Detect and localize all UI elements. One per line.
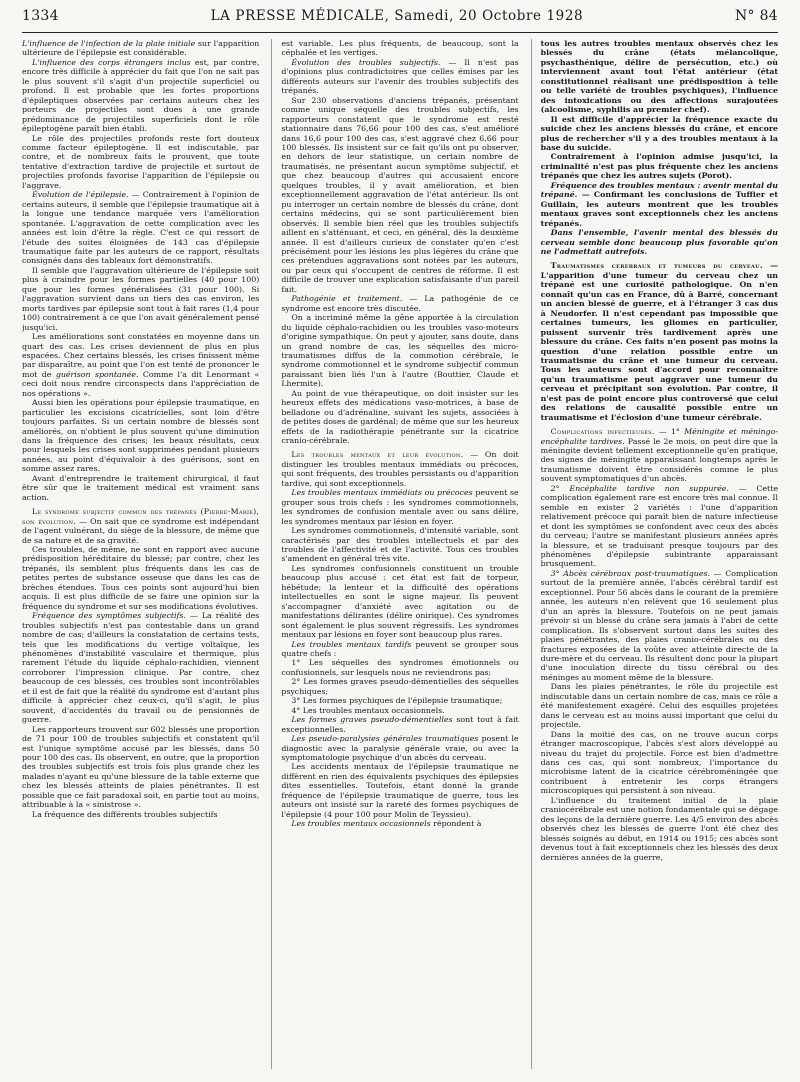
paragraph-text: Dans la moitié des cas, on ne trouve aucun corps étranger macroscopique, l'abcès s'est alors développé au niveau du trajet du projectile. Force est bien d'admettre dans ces cas, qui sont nombreux, l'importance du microbisme latent de la cicatrice cérébroméningée que contribuent à entretenir les corps étrangers microscopiques qui persistent à son niveau. bbox=[540, 729, 778, 796]
paragraph-lead: Fréquence des symptômes subjectifs. bbox=[32, 611, 186, 621]
paragraph-lead: Les troubles mentaux et leur évolution. bbox=[291, 450, 464, 460]
paragraph-text: — Confirmant les conclusions de Tuffier et Guillain, les auteurs montrent que les troubles mentaux graves sont exceptionnels chez les anciens trépanés. bbox=[540, 190, 778, 228]
paragraph bbox=[541, 261, 778, 422]
paragraph bbox=[281, 640, 518, 659]
paragraph-text: Les syndromes commotionnels, d'intensité variable, sont caractérisés par des troubles intellectuels et par des troubles de l'affectivité et de l'activité. Tous ces troubles s'amendent en général très vite. bbox=[281, 526, 519, 564]
paragraph-text: — Il n'est pas d'opinions plus contradictoires que celles émises par les différents auteurs sur l'avenir des troubles subjectifs des trépanés. bbox=[281, 57, 519, 96]
paragraph-lead: Le syndrome subjectif commun des trépanés (Pierre-Marie), son évolution. bbox=[22, 507, 260, 526]
paragraph-text: Les accidents mentaux de l'épilepsie traumatique ne diffèrent en rien des équivalents psychiques des épilepsies dites essentielles. Toutefois, étant donné la grande fréquence de l'épilepsie traumatique de guerre, tous les auteurs ont insisté sur la rareté des formes psychiques de l'épilepsie (4 pour 100 pour Molin de Teyssieu). bbox=[281, 762, 519, 819]
paragraph bbox=[22, 134, 259, 191]
text-columns bbox=[22, 39, 778, 1069]
paragraph-text: — 1° bbox=[654, 427, 685, 437]
paragraph bbox=[541, 39, 778, 115]
paragraph bbox=[281, 313, 518, 389]
paragraph-text: 2° Les formes graves pseudo-démentielles des séquelles psychiques; bbox=[281, 677, 519, 696]
page-header bbox=[22, 8, 778, 28]
paragraph-lead: Les formes graves pseudo-démentielles bbox=[291, 715, 453, 725]
paragraph-text: est variable. Les plus fréquents, de beaucoup, sont la céphalée et les vertiges. bbox=[281, 39, 519, 58]
paragraph-text: — La réalité des troubles subjectifs n'est pas contestable dans un grand nombre de cas; d'ailleurs la constatation de certains tests, tels que les modifications du vertige voltaïque, les phénomènes d'instabilité vasculaire et thermique, plus rarement l'étude du liquide céphalo-rachidien, viennent corroborer l'impression clinique. Par contre, chez beaucoup de ces blessés, ces troubles sont incontrôlables et il est de fait que la réalité du syndrome est d'autant plus difficile à apprécier chez ceux-ci, qu'il s'agit, le plus souvent, d'accidentés du travail ou de pensionnés de guerre. bbox=[22, 611, 260, 725]
paragraph bbox=[281, 389, 518, 446]
paragraph-lead: Évolution des troubles subjectifs. bbox=[291, 57, 441, 67]
paragraph bbox=[281, 58, 518, 96]
paragraph bbox=[281, 658, 518, 677]
paragraph-text: peuvent se grouper sous trois chefs : les syndromes commotionnels, les syndromes de confusion mentale avec ou sans délire, les syndromes mentaux par lésion en foyer. bbox=[281, 488, 519, 526]
journal-title-date: LA PRESSE MÉDICALE, Samedi, 20 Octobre 1928 bbox=[210, 8, 584, 24]
paragraph bbox=[22, 190, 259, 266]
column-1 bbox=[22, 39, 259, 1069]
paragraph-lead: Fréquence des troubles mentaux : avenir mental du trépané. bbox=[540, 180, 778, 200]
paragraph bbox=[541, 730, 778, 796]
paragraph bbox=[281, 677, 518, 696]
paragraph-text: La fréquence des différents troubles subjectifs bbox=[32, 809, 218, 819]
column-3 bbox=[531, 39, 778, 1069]
paragraph-lead: Traumatismes cérébraux et tumeurs du cerveau. bbox=[550, 261, 763, 271]
paragraph bbox=[541, 152, 778, 180]
paragraph-text: Au point de vue thérapeutique, on doit insister sur les heureux effets des médications vaso-motrices, à base de belladone ou d'adrénaline, suivant les sujets, associées à de petites doses de gardénal; de même que sur les heureux effets de la radiothérapie pénétrante sur la cicatrice cranio-cérébrale. bbox=[281, 388, 519, 446]
paragraph bbox=[281, 96, 518, 295]
paragraph-text: — Cette complication également rare est encore très mal connue. Il semble en exister 2 variétés : l'une d'apparition relativement précoce qui paraît bien de nature infectieuse et dont les symptômes se confondent avec ceux des abcès du cerveau; l'autre se manifestant plusieurs années après la blessure, et se traduisant presque toujours par des phénomènes d'épilepsie subintrante apparaissant brusquement. bbox=[540, 483, 778, 569]
paragraph bbox=[281, 564, 518, 640]
paragraph-text: — Complication surtout de la première année, l'abcès cérébral tardif est exceptionnel. Pour 56 abcès dans le courant de la première année, les auteurs n'en relèvent que 16 seulement plus d'un an après la blessure. Toutefois on ne peut jamais prévoir si un blessé du crâne sera jamais à l'abri de cette complication. Ils s'observent surtout dans les suites des plaies pénétrantes, des plaies cranio-cérébrales ou des fractures exposées de la voûte avec atteinte directe de la dure-mère et du cerveau. Ils résultent donc pour la plupart d'une inoculation directe du tissu cérébral ou des méninges au moment même de la blessure. bbox=[540, 568, 778, 682]
paragraph bbox=[541, 228, 778, 256]
paragraph bbox=[22, 611, 259, 724]
paragraph bbox=[22, 266, 259, 332]
paragraph-text: — On sait que ce syndrome est indépendant de l'agent vulnérant, du siège de la blessure, de même que de sa nature et de sa gravité. bbox=[22, 516, 260, 545]
paragraph-text: Il semble que l'aggravation ultérieure de l'épilepsie soit plus à craindre pour les formes partielles (40 pour 100) que pour les formes généralisées (31 pour 100). Si l'aggravation survient dans un tiers des cas environ, les morts tardives par épilepsie sont tout à fait rares (1,4 pour 100) contrairement à ce que l'on avait généralement pensé jusqu'ici. bbox=[22, 265, 260, 332]
paragraph-text: On a incriminé même la gêne apportée à la circulation du liquide céphalo-rachidien ou les troubles vaso-moteurs d'origine sympathique. On peut y ajouter, sans doute, dans un grand nombre de cas, les séquelles des micro-traumatismes diffus de la commotion cérébrale, le syndrome commotionnel et le syndrome subjectif commun paraissant bien liés l'un à l'autre (Bouttier, Claude et Lhermite). bbox=[281, 313, 519, 389]
paragraph bbox=[22, 398, 259, 474]
paragraph-lead: Les troubles mentaux occasionnels bbox=[291, 819, 431, 829]
paragraph-lead: Complications infectieuses. bbox=[550, 427, 655, 437]
paragraph-text: — L'apparition d'une tumeur du cerveau chez un trépané est une curiosité pathologique. On n'en connaît qu'un cas en France, dû à Barré, concernant un ancien blessé de guerre, et à l'étranger 3 cas dus à Neudorfer. Il n'est cependant pas impossible que certaines tumeurs, les gliomes en particulier, puissent survenir très tardivement après une blessure du crâne. Ces faits n'en posent pas moins la question d'une relation possible entre un traumatisme du crâne et une tumeur du cerveau. Tous les auteurs sont d'accord pour reconnaître qu'un traumatisme peut aggraver une tumeur du cerveau et précipitant son évolution. Par contre, il n'est pas de point encore plus controversé que celui des relations de causalité possible entre un traumatisme et l'éclosion d'une tumeur cérébrale. bbox=[540, 261, 778, 422]
paragraph bbox=[281, 715, 518, 734]
paragraph-lead: Évolution de l'épilepsie. bbox=[32, 190, 129, 200]
paragraph bbox=[281, 734, 518, 762]
paragraph-lead: L'influence de l'infection de la plaie initiale bbox=[22, 39, 196, 48]
page-number: 1334 bbox=[22, 8, 59, 24]
paragraph-emphasis: Méningite et méningo-encéphalite tardives. bbox=[540, 427, 778, 446]
paragraph-text: — Contrairement à l'opinion de certains auteurs, il semble que l'épilepsie traumatique ait à la longue une tendance marquée vers l'amélioration spontanée. L'aggravation de cette complication avec les années est loin d'être la règle. C'est ce qui ressort de l'étude des suites éloignées de 143 cas d'épilepsie traumatique faite par les auteurs de ce rapport, résultats consignés dans des tableaux fort démonstratifs. bbox=[22, 190, 260, 266]
paragraph-text: Les rapporteurs trouvent sur 602 blessés une proportion de 71 pour 100 de troubles subjectifs et constatent qu'il est l'unique symptôme accusé par les blessés, dans 50 pour 100 des cas. Ils observent, en outre, que la proportion des troubles subjectifs est trois fois plus grande chez les malades n'ayant eu qu'une blessure de la table externe que chez les blessés atteints de plaies pénétrantes. Il est possible que ce fait paradoxal soit, en partie tout au moins, attribuable à la « sinistrose ». bbox=[22, 724, 260, 810]
paragraph-lead: Dans l'ensemble, l'avenir mental des blessés du cerveau semble donc beaucoup plus favorable qu'on ne l'admettait autrefois. bbox=[540, 228, 778, 256]
paragraph bbox=[22, 474, 259, 502]
paragraph-text: Les améliorations sont constatées en moyenne dans un quart des cas. Les crises deviennent de plus en plus espacées. Chez certains blessés, les crises finissent même par disparaître, au point que l'on est tenté de prononcer le mot de bbox=[22, 332, 260, 379]
paragraph-text: posent le diagnostic avec la paralysie générale vraie, ou avec la symptomatologie psychique d'un abcès du cerveau. bbox=[281, 734, 519, 762]
paragraph-text: sur l'apparition ultérieure de l'épilepsie est considérable. bbox=[22, 39, 260, 58]
paragraph-text-cont: Comme l'a dit Lenormant « ceci doit nous rendre circonspects dans l'appréciation de nos opérations ». bbox=[22, 369, 260, 398]
paragraph-text: est, par contre, encore très difficile à apprécier du fait que l'on ne sait pas le plus souvent s'il s'agit d'un projectile superficiel ou profond. Il est probable que les fortes proportions d'épileptiques observées par certains auteurs chez les porteurs de projectiles sont dues à une grande prédominance de projectiles superficiels dont le rôle épileptogène paraît bien établi. bbox=[22, 57, 260, 134]
paragraph bbox=[541, 181, 778, 228]
paragraph bbox=[541, 427, 778, 484]
paragraph-text: 4° Les troubles mentaux occasionnels. bbox=[291, 705, 445, 715]
paragraph-text: Dans les plaies pénétrantes, le rôle du projectile est indiscutable dans un certain nombre de cas, mais ce rôle a été manifestement exagéré. Celui des esquilles projetées dans le cerveau est au moins aussi important que celui du projectile. bbox=[540, 682, 778, 730]
column-2 bbox=[271, 39, 518, 1069]
paragraph bbox=[541, 796, 778, 862]
paragraph bbox=[541, 115, 778, 153]
paragraph-text: Ces troubles, de même, ne sont en rapport avec aucune prédisposition héréditaire du blessé; par contre, chez les trépanés, ils semblent plus fréquents dans les cas de petites pertes de substance osseuse que dans les cas de brèches étendues. Tous ces points sont aujourd'hui bien acquis. Il est plus difficile de se faire une opinion sur la fréquence du syndrome et sur ses modifications évolutives. bbox=[22, 545, 260, 611]
paragraph bbox=[22, 507, 259, 545]
paragraph bbox=[22, 58, 259, 134]
paragraph bbox=[281, 526, 518, 564]
paragraph bbox=[22, 332, 259, 398]
paragraph-text: — La pathogénie de ce syndrome est encore très discutée. bbox=[281, 294, 519, 313]
paragraph bbox=[541, 484, 778, 569]
paragraph-emphasis: guérison spontanée. bbox=[55, 369, 139, 379]
paragraph-lead: Pathogénie et traitement. bbox=[291, 294, 403, 304]
paragraph-text: Il est difficile d'apprécier la fréquence exacte du suicide chez les anciens blessés du crâne, et encore plus de rechercher s'il y a des troubles mentaux à la base du suicide. bbox=[540, 114, 778, 152]
issue-number: N° 84 bbox=[734, 8, 778, 24]
paragraph-text: — On doit distinguer les troubles mentaux immédiats ou précoces, qui sont fréquents, des troubles persistants ou d'apparition tardive, qui sont exceptionnels. bbox=[281, 450, 519, 488]
paragraph-lead: 2° Encéphalite tardive non suppurée. bbox=[550, 483, 729, 493]
paragraph-text: Aussi bien les opérations pour épilepsie traumatique, en particulier les excisions cicatricielles, sont loin d'être toujours parfaites. Si un certain nombre de blessés sont améliorés, on n'obtient le plus souvent qu'une diminution dans la fréquence des crises; les beaux résultats, ceux pour lesquels les crises sont supprimées pendant plusieurs années, au point d'équivaloir à des guérisons, sont en somme assez rares. bbox=[22, 398, 260, 474]
paragraph-lead: Les troubles mentaux tardifs bbox=[291, 639, 412, 649]
paragraph-text: Contrairement à l'opinion admise jusqu'ici, la criminalité n'est pas plus fréquente chez les anciens trépanés que chez les autres sujets (Porot). bbox=[540, 152, 778, 181]
paragraph bbox=[22, 725, 259, 810]
paragraph-text: Le rôle des projectiles profonds reste fort douteux comme facteur épileptogène. Il est indiscutable, par contre, et de nombreux faits le prouvent, que toute tentative d'extraction tardive de projectile et surtout de projectiles profonds favorise l'apparition de l'épilepsie ou l'aggrave. bbox=[22, 133, 260, 190]
paragraph bbox=[281, 294, 518, 313]
paragraph bbox=[281, 488, 518, 526]
paragraph-lead: Les troubles mentaux immédiats ou précoces bbox=[291, 488, 473, 498]
paragraph bbox=[281, 819, 518, 828]
paragraph-text: sont tout à fait exceptionnelles. bbox=[281, 715, 519, 734]
paragraph bbox=[281, 450, 518, 488]
paragraph-text: Avant d'entreprendre le traitement chirurgical, il faut être sûr que le traitement médical est vraiment sans action. bbox=[22, 473, 260, 502]
paragraph bbox=[22, 39, 259, 58]
paragraph bbox=[541, 682, 778, 729]
paragraph-text: tous les autres troubles mentaux observés chez les blessés du crâne (états mélancolique, psychasthénique, délire de persécution, etc.) où interviennent avant tout l'état antérieur (état constitutionnel réalisant une prédisposition à telle ou telle variété de troubles psychiques), l'influence des intoxications ou des affections surajoutées (alcoolisme, syphilis au premier chef). bbox=[540, 39, 778, 115]
header-rule bbox=[22, 32, 778, 33]
paragraph-text: Les syndromes confusionnels constituent un trouble beaucoup plus accusé : cet état est fait de torpeur, hébétude; la lenteur et la difficulté des opérations intellectuelles en sont le signe majeur. Ils peuvent s'accompagner d'anxiété avec agitation ou de manifestations délirantes (délire onirique). Ces syndromes sont également le plus souvent régressifs. Les syndromes mentaux par lésions en foyer sont beaucoup plus rares. bbox=[281, 563, 519, 640]
paragraph bbox=[541, 569, 778, 682]
paragraph-lead: Les pseudo-paralysies générales traumatiques bbox=[291, 734, 479, 744]
paragraph-text: L'influence du traitement initial de la plaie craniocérébrale est une notion fondamentale qui se dégage des leçons de la dernière guerre. Les 4/5 environ des abcès observés chez les blessés de guerre l'ont été chez des blessés soignés au début, en 1914 ou 1915; ces abcès sont devenus tout à fait exceptionnels chez les blessés des deux dernières années de la guerre, bbox=[540, 795, 778, 862]
paragraph-text: Sur 230 observations d'anciens trépanés, présentant comme unique séquelle des troubles subjectifs, les rapporteurs constatent que le syndrome est resté stationnaire dans 76,66 pour 100 des cas, s'est amélioré dans 16,6 pour 100 des cas, s'est aggravé chez 6,66 pour 100 blessés. Ils insistent sur ce fait qu'ils ont pu observer, en dehors de leur statistique, un certain nombre de traumatisés, ne présentant aucun symptôme subjectif, et que chez beaucoup d'autres qui accusaient encore quelques troubles, il y avait amélioration, et bien exceptionnellement aggravation de l'état antérieur. Ils ont pu interroger un certain nombre de blessés du crâne, dont certains médecins, qui se sont particulièrement bien observés. Il semble bien réel que les troubles subjectifs aillent en s'atténuant, et ceci, en général, dès la deuxième année. Il est d'ailleurs curieux de constater qu'en c'est précisément pour les lésions les plus légères du crâne que ces prétendues aggravations sont notées par les auteurs, ou par ceux qui s'occupent de centres de réforme. Il est difficile de trouver une explication satisfaisante d'un pareil fait. bbox=[281, 95, 519, 294]
paragraph bbox=[281, 39, 518, 58]
paragraph-text-cont: Passé le 2e mois, on peut dire que la méningite devient tellement exceptionnelle qu'en pratique, des signes de méningite apparaissant longtemps après le traumatisme doivent être considérés comme le plus souvent symptomatiques d'un abcès. bbox=[540, 436, 778, 484]
paragraph-text: 1° Les séquelles des syndromes émotionnels ou confusionnels, sur lesquels nous ne reviendrons pas; bbox=[281, 658, 519, 677]
paragraph-lead: 3° Abcès cérébraux post-traumatiques. bbox=[550, 568, 710, 578]
paragraph bbox=[281, 696, 518, 705]
paragraph-lead: L'influence des corps étrangers inclus bbox=[32, 57, 191, 67]
paragraph bbox=[281, 706, 518, 715]
paragraph-text: répondent à bbox=[430, 819, 482, 829]
paragraph-text: peuvent se grouper sous quatre chefs : bbox=[281, 639, 519, 658]
paragraph bbox=[22, 545, 259, 611]
paragraph bbox=[281, 762, 518, 819]
paragraph-text: 3° Les formes psychiques de l'épilepsie traumatique; bbox=[291, 696, 503, 706]
paragraph bbox=[22, 810, 259, 819]
